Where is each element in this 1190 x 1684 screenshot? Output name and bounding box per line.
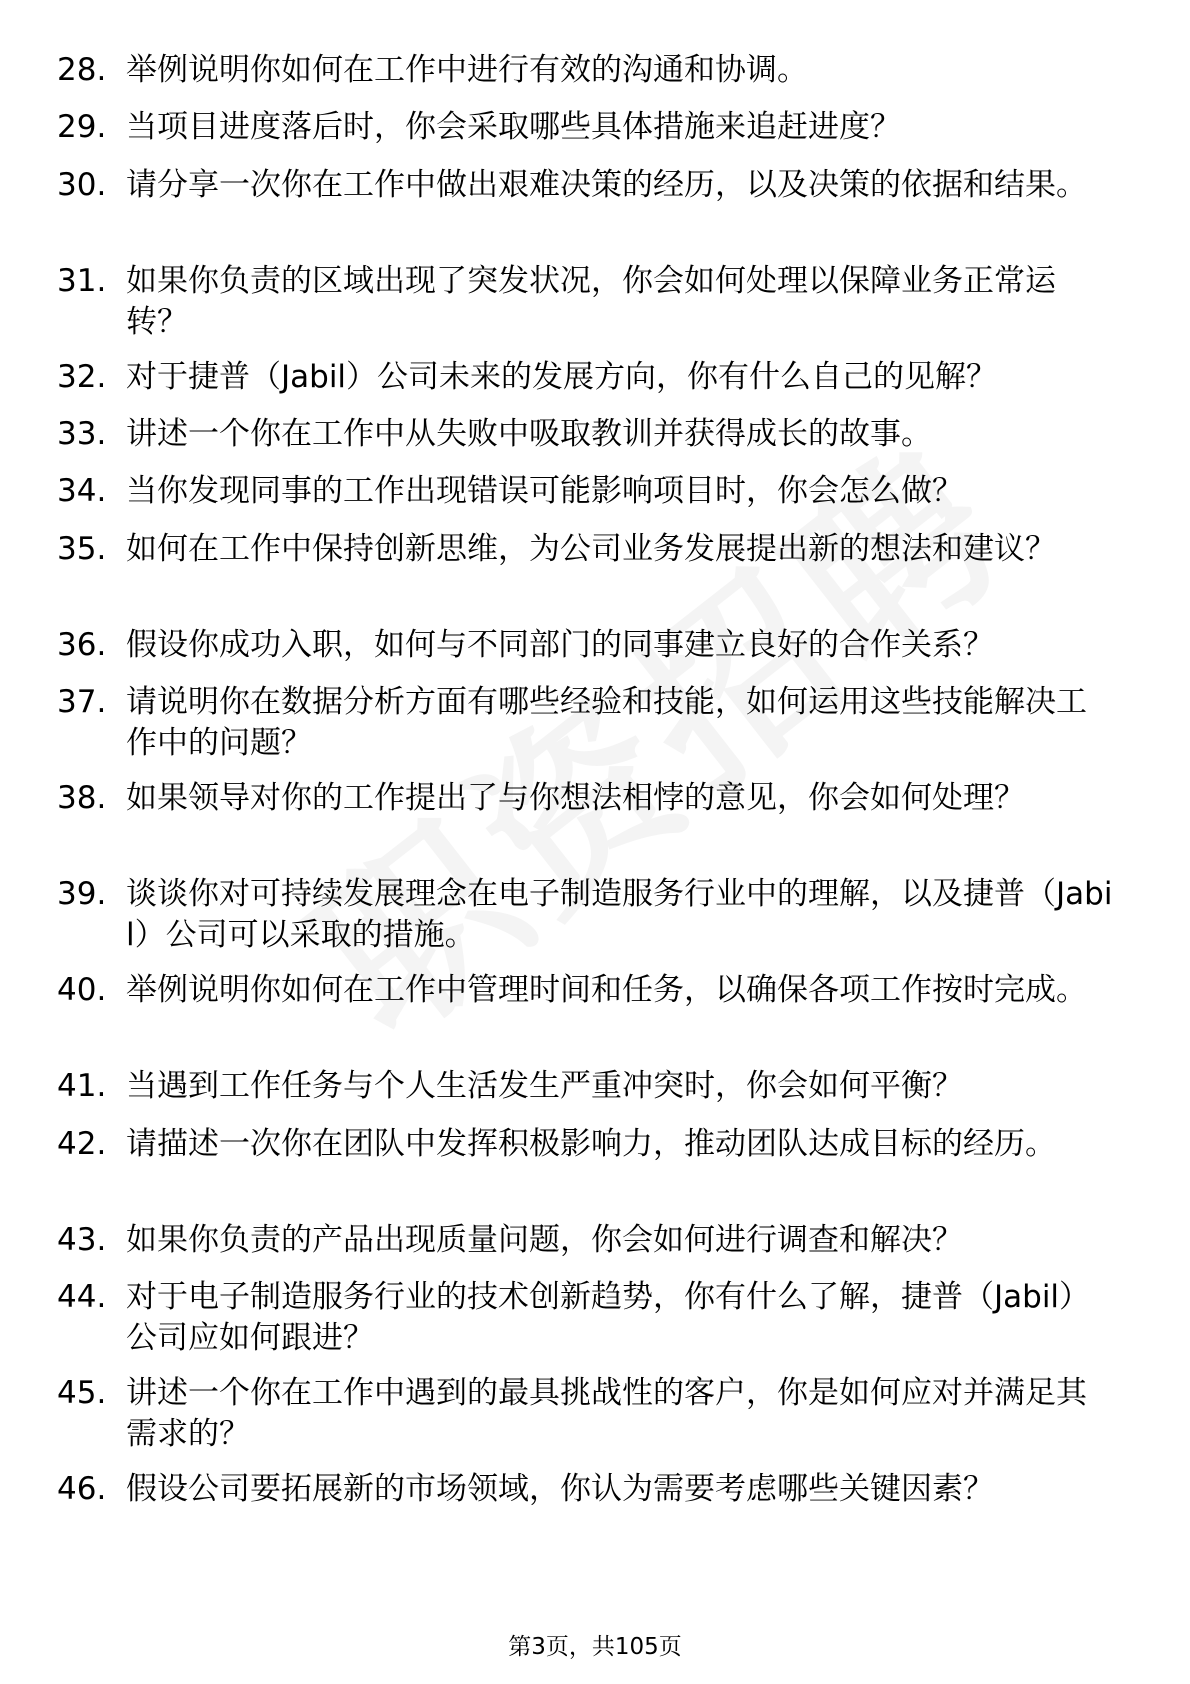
question-number: 42. [57, 1126, 107, 1162]
question-number: 46. [57, 1471, 107, 1507]
question-number: 38. [57, 780, 107, 816]
question-number: 34. [57, 473, 107, 509]
question-number: 32. [57, 359, 107, 395]
question-text: 举例说明你如何在工作中管理时间和任务，以确保各项工作按时完成。 [126, 972, 1087, 1008]
question-text: 如果你负责的区域出现了突发状况，你会如何处理以保障业务正常运转？ [126, 263, 1056, 340]
question-number: 37. [57, 684, 107, 720]
question-text: 请分享一次你在工作中做出艰难决策的经历，以及决策的依据和结果。 [126, 167, 1087, 203]
question-text: 如何在工作中保持创新思维，为公司业务发展提出新的想法和建议？ [126, 531, 1056, 567]
page-number-footer: 第3页，共105页 [508, 1634, 682, 1660]
question-number: 31. [57, 263, 107, 299]
question-number: 29. [57, 109, 107, 145]
question-text: 假设你成功入职，如何与不同部门的同事建立良好的合作关系？ [126, 627, 994, 663]
question-text: 请描述一次你在团队中发挥积极影响力，推动团队达成目标的经历。 [126, 1126, 1056, 1162]
question-number: 45. [57, 1375, 107, 1411]
question-number: 35. [57, 531, 107, 567]
question-text: 请说明你在数据分析方面有哪些经验和技能，如何运用这些技能解决工作中的问题？ [126, 684, 1087, 761]
question-text: 对于捷普（Jabil）公司未来的发展方向，你有什么自己的见解？ [126, 359, 998, 395]
question-number: 36. [57, 627, 107, 663]
question-text: 讲述一个你在工作中遇到的最具挑战性的客户，你是如何应对并满足其需求的？ [126, 1375, 1087, 1452]
question-number: 44. [57, 1279, 107, 1315]
question-text: 假设公司要拓展新的市场领域，你认为需要考虑哪些关键因素？ [126, 1471, 994, 1507]
question-number: 39. [57, 876, 107, 912]
question-text: 对于电子制造服务行业的技术创新趋势，你有什么了解，捷普（Jabil）公司应如何跟进？ [126, 1279, 1091, 1356]
question-text: 如果你负责的产品出现质量问题，你会如何进行调查和解决？ [126, 1222, 963, 1258]
question-number: 28. [57, 52, 107, 88]
question-number: 43. [57, 1222, 107, 1258]
question-text: 谈谈你对可持续发展理念在电子制造服务行业中的理解，以及捷普（Jabil）公司可以采取的措施。 [126, 876, 1113, 953]
question-number: 30. [57, 167, 107, 203]
question-number: 41. [57, 1068, 107, 1104]
question-number: 40. [57, 972, 107, 1008]
question-text: 讲述一个你在工作中从失败中吸取教训并获得成长的故事。 [126, 416, 932, 452]
question-text: 如果领导对你的工作提出了与你想法相悖的意见，你会如何处理？ [126, 780, 1025, 816]
question-text: 当你发现同事的工作出现错误可能影响项目时，你会怎么做？ [126, 473, 963, 509]
question-number: 33. [57, 416, 107, 452]
question-text: 当项目进度落后时，你会采取哪些具体措施来追赶进度？ [126, 109, 901, 145]
question-text: 当遇到工作任务与个人生活发生严重冲突时，你会如何平衡？ [126, 1068, 963, 1104]
question-text: 举例说明你如何在工作中进行有效的沟通和协调。 [126, 52, 808, 88]
